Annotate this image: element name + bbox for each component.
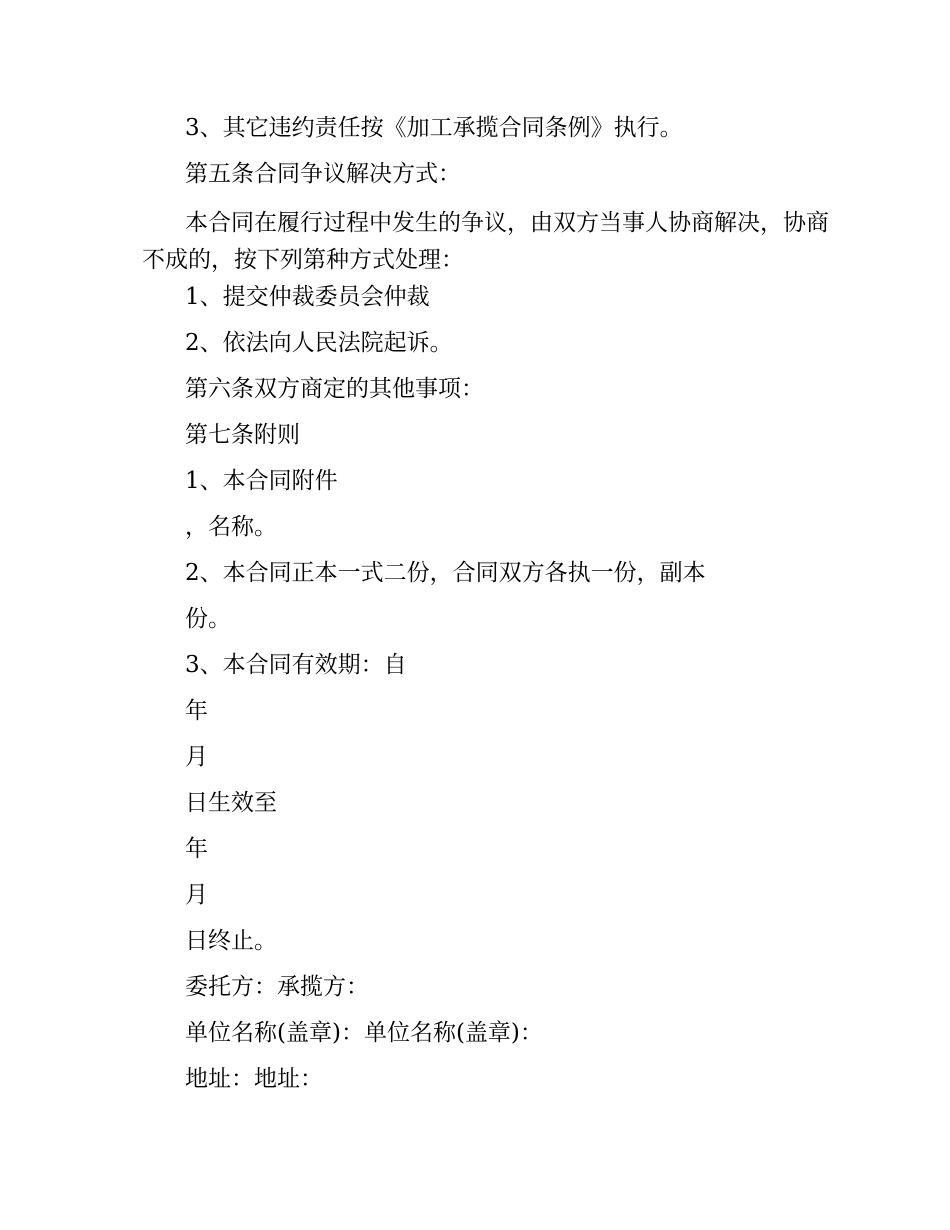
clause-breach-other: 3、其它违约责任按《加工承揽合同条例》执行。 — [185, 115, 683, 141]
validity-end-year: 年 — [185, 836, 208, 862]
validity-start-month: 月 — [185, 744, 208, 770]
parties-line: 委托方：承揽方： — [185, 974, 369, 1000]
validity-start-year: 年 — [185, 698, 208, 724]
dispute-paragraph: 本合同在履行过程中发生的争议，由双方当事人协商解决，协商不成的，按下列第种方式处理： — [142, 210, 829, 273]
address-line: 地址：地址： — [185, 1066, 323, 1092]
copies-clause: 2、本合同正本一式二份，合同双方各执一份，副本 — [185, 560, 706, 586]
validity-end-day: 日终止。 — [185, 928, 277, 954]
validity-start-day: 日生效至 — [185, 790, 277, 816]
article-7-heading: 第七条附则 — [185, 422, 300, 448]
attachment-name: ，名称。 — [185, 514, 277, 540]
attachment-clause: 1、本合同附件 — [185, 468, 338, 494]
unit-name-line: 单位名称(盖章)：单位名称(盖章)： — [185, 1020, 543, 1046]
article-5-heading: 第五条合同争议解决方式： — [185, 161, 461, 187]
dispute-option-2: 2、依法向人民法院起诉。 — [185, 330, 453, 356]
article-6-heading: 第六条双方商定的其他事项： — [185, 376, 484, 402]
copies-unit: 份。 — [185, 606, 231, 632]
validity-clause: 3、本合同有效期：自 — [185, 652, 407, 678]
validity-end-month: 月 — [185, 882, 208, 908]
dispute-option-1: 1、提交仲裁委员会仲裁 — [185, 284, 430, 310]
